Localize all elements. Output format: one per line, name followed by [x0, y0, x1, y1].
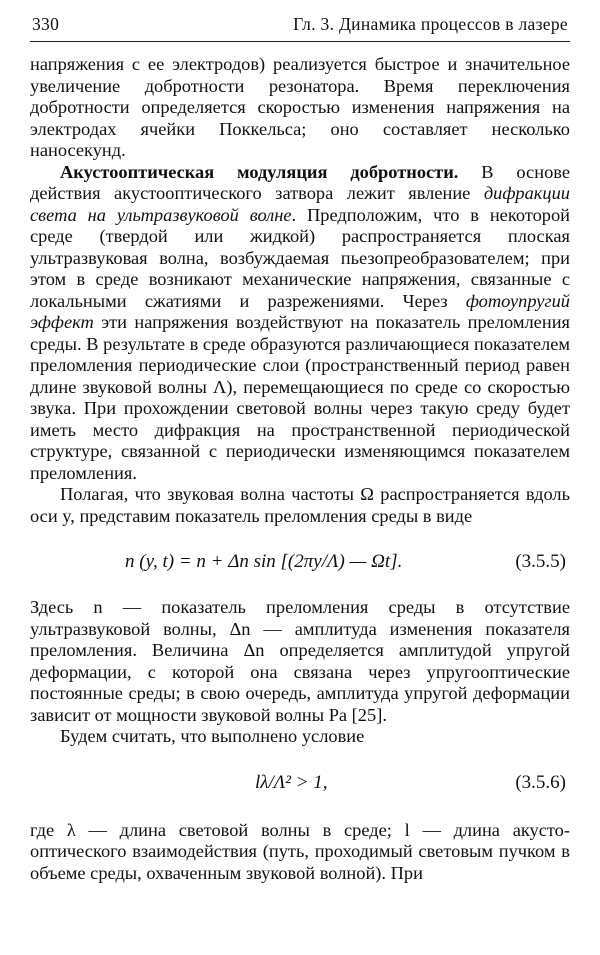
- paragraph-2-text-b: . Предположим, что в некоторой среде (твердой или жидкой) распространяется плоская ультразвуковая волна, возбуждаемая пьезопреобразователем; при этом в среде возникают механические напряжения, связанные с локальными сжатиями и разрежениями. Через: [30, 204, 570, 311]
- paragraph-1: напряжения с ее электродов) реализуется быстрое и значительное увеличение добротности резонатора. Время переключения добротности определяется скоростью изменения напряжения на электродах ячейки Поккельса; оно составляет несколько наносекунд.: [30, 54, 570, 160]
- page-number: 330: [32, 14, 60, 34]
- equation-3-5-6: [30, 768, 570, 798]
- body-text: [30, 54, 570, 884]
- paragraph-6: где λ — длина световой волны в среде; l — длина акустооптического взаимодействия (путь, проходимый световым пучком в объеме среды, охваченным звуковой волной). При: [30, 819, 570, 883]
- equation-number: (3.5.5): [515, 551, 566, 572]
- equation-formula: n (y, t) = n + Δn sin [(2πy/Λ) — Ωt].: [125, 551, 403, 572]
- paragraph-3: Полагая, что звуковая волна частоты Ω распространяется вдоль оси y, представим показатель преломления среды в виде: [30, 484, 570, 526]
- paragraph-2-text-a: В основе действия акустооптического затвора лежит явление: [30, 161, 570, 203]
- equation-formula: lλ/Λ² > 1,: [255, 771, 328, 793]
- running-head: [30, 14, 570, 42]
- equation-number: (3.5.6): [515, 771, 566, 793]
- paragraph-2-text-c: эти напряжения воздействуют на показатель преломления среды. В результате в среде образуются различающиеся показателем преломления периодические слои (пространственный период равен длине звуковой волны Λ), перемещающиеся по среде со скоростью звука. При прохождении световой волны через такую среду будет иметь место дифракция на пространственной периодической структуре, связанной с периодически изменяющимся показателем преломления.: [30, 312, 570, 483]
- term-diffraction: дифракции света на ультразвуковой волне: [30, 183, 570, 225]
- paragraph-5: Будем считать, что выполнено условие: [60, 726, 365, 746]
- paragraph-2: [30, 162, 570, 485]
- term-photoelastic-effect: фотоупругий эффект: [30, 290, 570, 332]
- section-heading: Акустооптическая модуляция добротности.: [60, 161, 459, 182]
- chapter-title: Гл. 3. Динамика процессов в лазере: [293, 14, 568, 34]
- paragraph-4: Здесь n — показатель преломления среды в отсутствие ультразвуковой волны, Δn — амплитуда изменения показателя преломления. Величина Δn определяется амплитудой упругой деформации, с которой она связана через упругооптические постоянные среды; в свою очередь, амплитуда упругой деформации зависит от мощности звуковой волны Pa [25].: [30, 597, 570, 725]
- equation-3-5-5: [30, 547, 570, 577]
